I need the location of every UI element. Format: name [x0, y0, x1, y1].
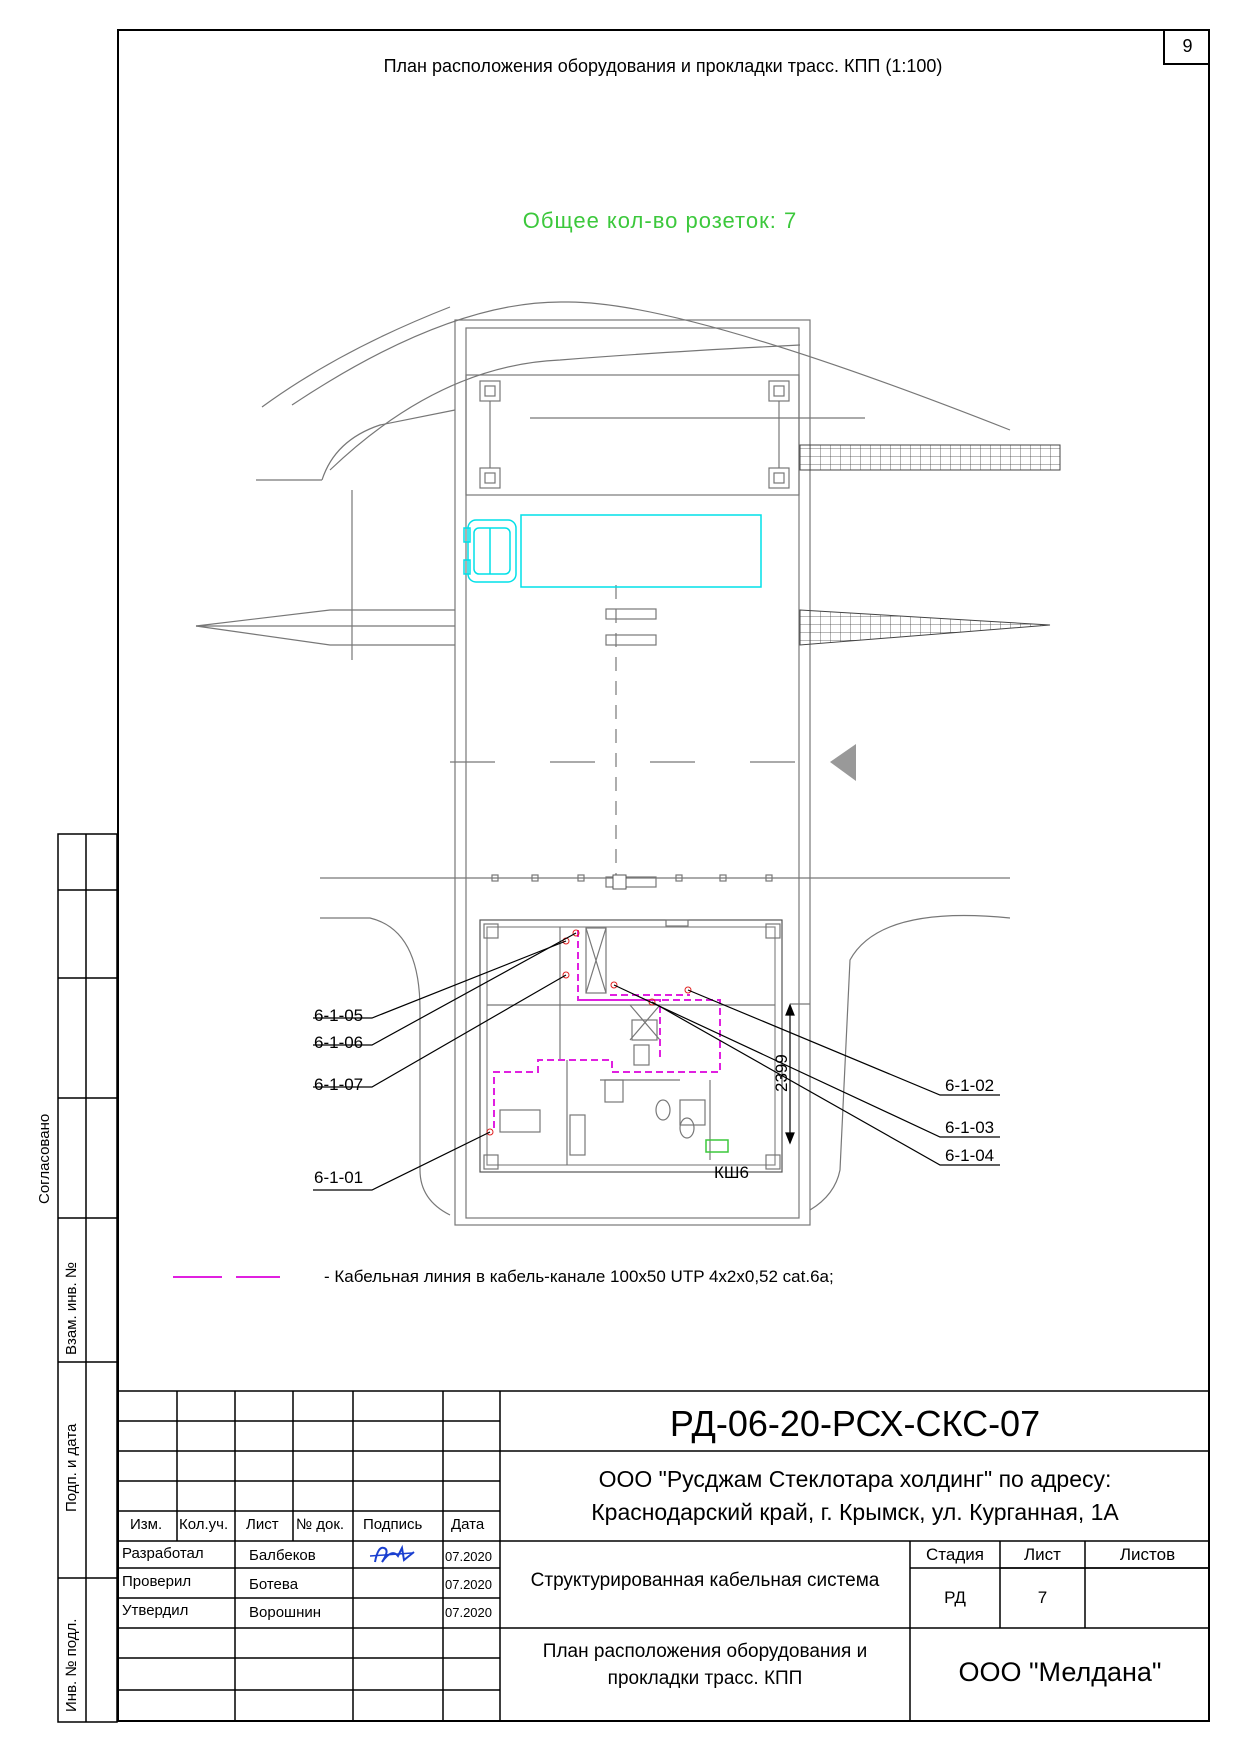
outlet-label: 6-1-02: [945, 1076, 995, 1095]
customer-line-1: ООО "Русджам Стеклотара холдинг" по адресу:: [598, 1466, 1112, 1492]
role-label: Проверил: [122, 1573, 192, 1590]
sheet-header: Лист: [1024, 1545, 1061, 1564]
page-number: 9: [1163, 29, 1210, 65]
drawing-title: План расположения оборудования и прокладки трасс. КПП (1:100): [383, 56, 943, 76]
sheets-header: Листов: [1119, 1545, 1176, 1564]
col-header: Кол.уч.: [179, 1516, 229, 1533]
sheet-title-line-1: План расположения оборудования и: [542, 1641, 868, 1662]
stamp-swap-inv: Взам. инв. №: [63, 1262, 80, 1355]
role-label: Разработал: [122, 1545, 204, 1562]
system-name: Структурированная кабельная система: [530, 1570, 880, 1591]
outlet-label: 6-1-03: [945, 1118, 995, 1137]
col-header: Лист: [246, 1516, 279, 1533]
outlet-label: 6-1-07: [314, 1075, 364, 1094]
col-header: № док.: [296, 1516, 345, 1533]
role-date: 07.2020: [445, 1577, 492, 1592]
customer-line-2: Краснодарский край, г. Крымск, ул. Курганная, 1А: [591, 1499, 1119, 1525]
document-code: РД-06-20-РСХ-СКС-07: [669, 1403, 1041, 1444]
legend-text: - Кабельная линия в кабель-канале 100х50 UTP 4x2x0,52 cat.6a;: [324, 1267, 834, 1286]
dimension-label: 2399: [772, 1054, 791, 1092]
role-name: Балбеков: [249, 1547, 316, 1564]
outlet-label: 6-1-05: [314, 1006, 364, 1025]
col-header: Дата: [451, 1516, 485, 1533]
company-name: ООО "Мелдана": [958, 1657, 1162, 1687]
stage-header: Стадия: [926, 1545, 984, 1564]
stamp-agreed: Согласовано: [36, 1113, 53, 1204]
outlet-label: 6-1-04: [945, 1146, 995, 1165]
role-name: Ботева: [249, 1576, 299, 1593]
stamp-sign-date: Подп. и дата: [63, 1423, 80, 1512]
outlet-total: Общее кол-во розеток: 7: [522, 208, 798, 233]
stage-value: РД: [944, 1588, 966, 1607]
cabinet-label: КШ6: [714, 1163, 749, 1182]
role-date: 07.2020: [445, 1549, 492, 1564]
outlet-label: 6-1-01: [314, 1168, 364, 1187]
role-name: Ворошнин: [249, 1604, 322, 1621]
col-header: Подпись: [363, 1516, 423, 1533]
outlet-label: 6-1-06: [314, 1033, 364, 1052]
col-header: Изм.: [130, 1516, 163, 1533]
role-date: 07.2020: [445, 1605, 492, 1620]
sheet-value: 7: [1037, 1588, 1048, 1607]
sheet-title-line-2: прокладки трасс. КПП: [607, 1668, 803, 1689]
stamp-inv-orig: Инв. № подл.: [63, 1618, 80, 1712]
role-label: Утвердил: [122, 1602, 189, 1619]
